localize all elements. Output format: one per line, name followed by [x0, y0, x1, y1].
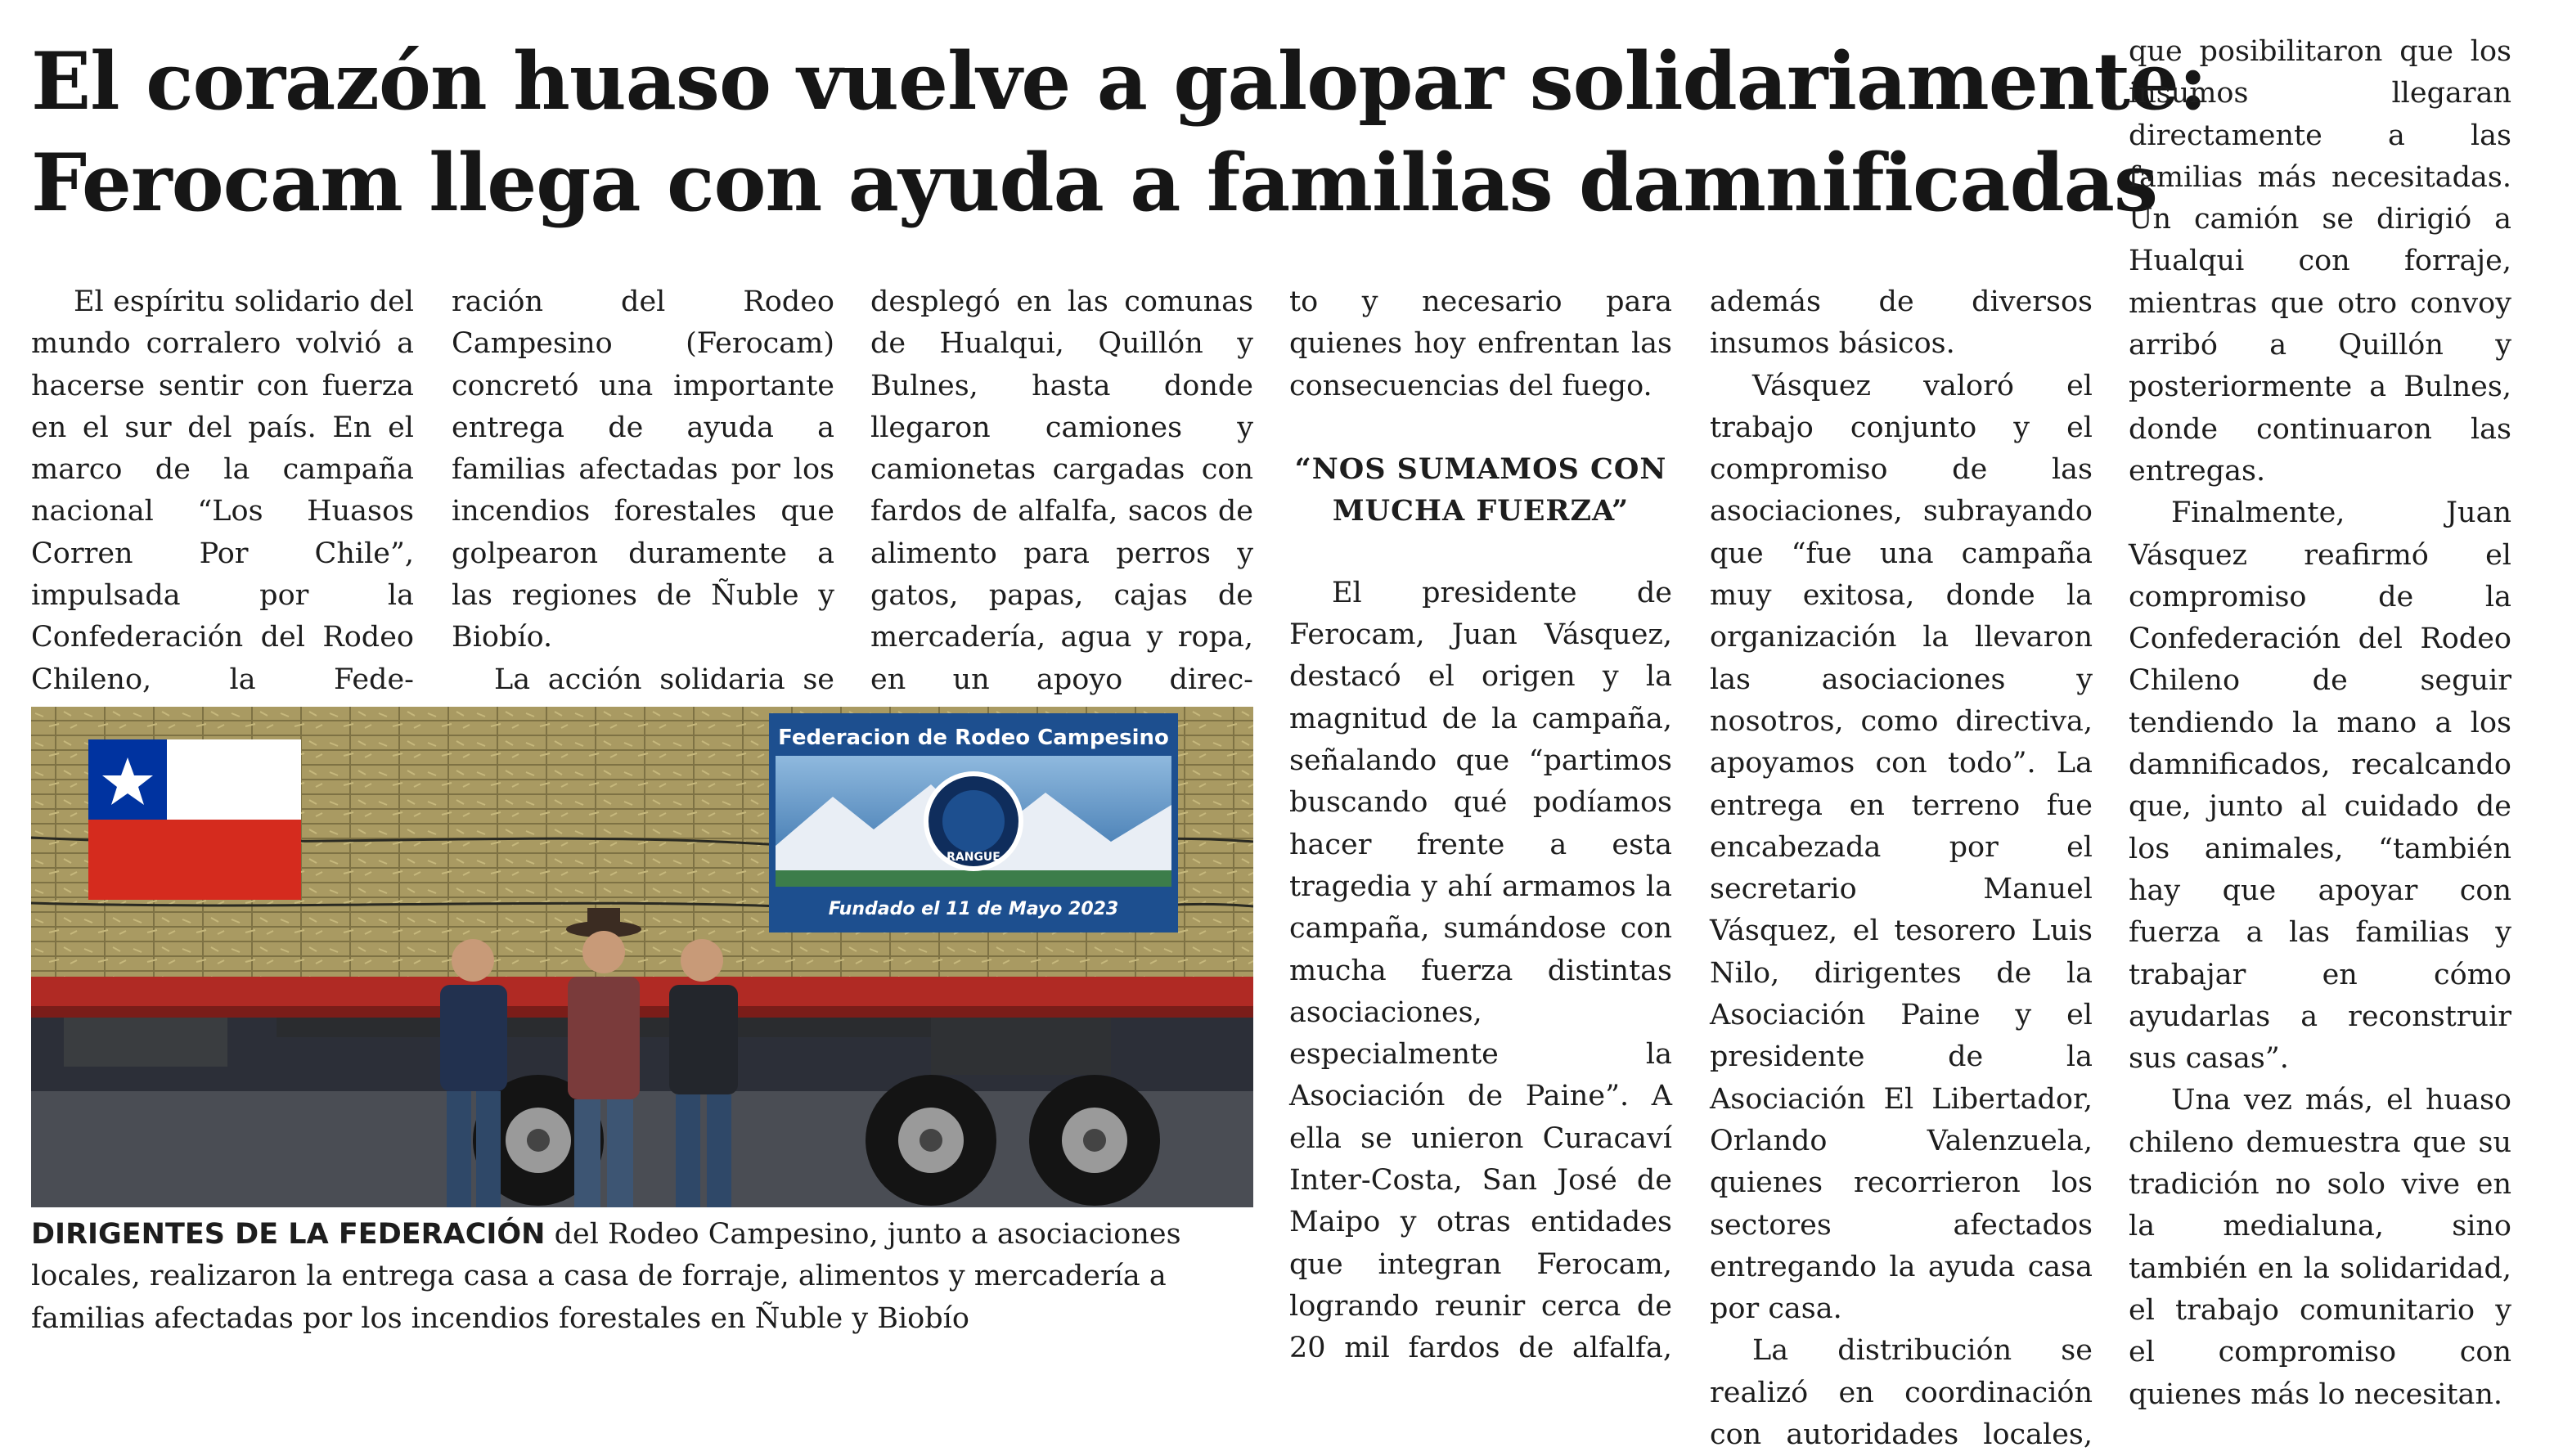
caption-lead: DIRIGENTES DE LA FEDERACIÓN — [31, 1218, 546, 1251]
paragraph: desplegó en las comunas de Hualqui, Quillón y Bulnes, hasta donde llegaron camiones y camionetas cargadas con fardos de alfalfa, sacos de alimento para perros y gatos, papas, cajas de mercadería, agua y ropa, en un apoyo direc- — [870, 285, 1253, 696]
news-photo — [31, 707, 1253, 1207]
column-4 — [1289, 281, 1672, 1370]
column-2 — [452, 281, 834, 701]
banner-founded: Fundado el 11 de Mayo 2023 — [828, 899, 1119, 919]
paragraph: El espíritu solidario del mundo corralero volvió a hacerse sentir con fuerza en el sur del país. En el marco de la campaña nacional “Los Huasos Corren Por Chile”, impulsada por la Confederación del Rodeo Chileno, la Fede- — [31, 285, 414, 696]
paragraph: to y necesario para quienes hoy enfrentan las consecuencias del fuego. — [1289, 285, 1672, 402]
headline-line-2: Ferocam llega con ayuda a familias damnificadas — [31, 137, 2157, 229]
paragraph: La distribución se realizó en coordinación con autoridades locales, — [1710, 1334, 2093, 1452]
column-1 — [31, 281, 414, 701]
paragraph: que posibilitaron que los insumos llegaran directamente a las familias más necesitadas. Un camión se dirigió a Hualqui con forraje, mientras que otro convoy arribó a Quillón y posteriormente a Bulnes, donde continuaron las entregas. — [2129, 35, 2511, 488]
paragraph: Vásquez valoró el trabajo conjunto y el compromiso de las asociaciones, subrayando que “fue una campaña muy exitosa, donde la organización la llevaron las asociaciones y nosotros, como directiva, apoyamos con todo”. La entrega en terreno fue encabezada por el secretario Manuel Vásquez, el tesorero Luis Nilo, dirigentes de la Asociación Paine y el presidente de la Asociación El Libertador, Orlando Valenzuela, quienes recorrieron los sectores afectados entregando la ayuda casa por casa. — [1710, 369, 2093, 1326]
paragraph: ración del Rodeo Campesino (Ferocam) concretó una importante entrega de ayuda a familias afectadas por los incendios forestales que golpearon duramente a las regiones de Ñuble y Biobío. — [452, 285, 834, 654]
headline-line-1: El corazón huaso vuelve a galopar solidariamente: — [31, 35, 2207, 128]
paragraph: El presidente de Ferocam, Juan Vásquez, destacó el origen y la magnitud de la campaña, señalando que “partimos buscando qué podíamos hacer frente a esta tragedia y ahí armamos la campaña, sumándose con mucha fuerza distintas asociaciones, especialmente la Asociación de Paine”. A ella se unieron Curacaví Inter-Costa, San José de Maipo y otras entidades que integran Ferocam, logrando reunir cerca de 20 mil fardos de alfalfa, — [1289, 576, 1672, 1365]
banner-logo-text: RANGUE — [947, 851, 1000, 864]
paragraph: Una vez más, el huaso chileno demuestra que su tradición no solo vive en la medialuna, sino también en la solidaridad, el trabajo comunitario y el compromiso con quienes más lo necesitan. — [2129, 1084, 2511, 1411]
paragraph: Finalmente, Juan Vásquez reafirmó el compromiso de la Confederación del Rodeo Chileno de seguir tendiendo la mano a los damnificados, recalcando que, junto al cuidado de los animales, “también hay que apoyar con fuerza a las familias y trabajar en cómo ayudarlas a reconstruir sus casas”. — [2129, 497, 2511, 1076]
truck-scene — [31, 707, 1253, 1207]
paragraph: además de diversos insumos básicos. — [1710, 285, 2093, 361]
column-6 — [2129, 31, 2511, 1416]
federation-banner — [769, 713, 1178, 932]
chile-flag — [88, 739, 301, 900]
paragraph: La acción solidaria se — [494, 663, 834, 696]
caption-text: del Rodeo Campesino, junto a asociaciones locales, realizaron la entrega casa a casa de forraje, alimentos y mercadería a familias afectadas por los incendios forestales en Ñuble y Biobío — [31, 1218, 1181, 1335]
column-5 — [1710, 281, 2093, 1456]
photo-caption — [31, 1214, 1253, 1340]
headline — [31, 31, 2207, 234]
subheading: “NOS SUMAMOS CON MUCHA FUERZA” — [1294, 452, 1667, 528]
column-3 — [870, 281, 1253, 701]
banner-title: Federacion de Rodeo Campesino — [778, 726, 1169, 750]
